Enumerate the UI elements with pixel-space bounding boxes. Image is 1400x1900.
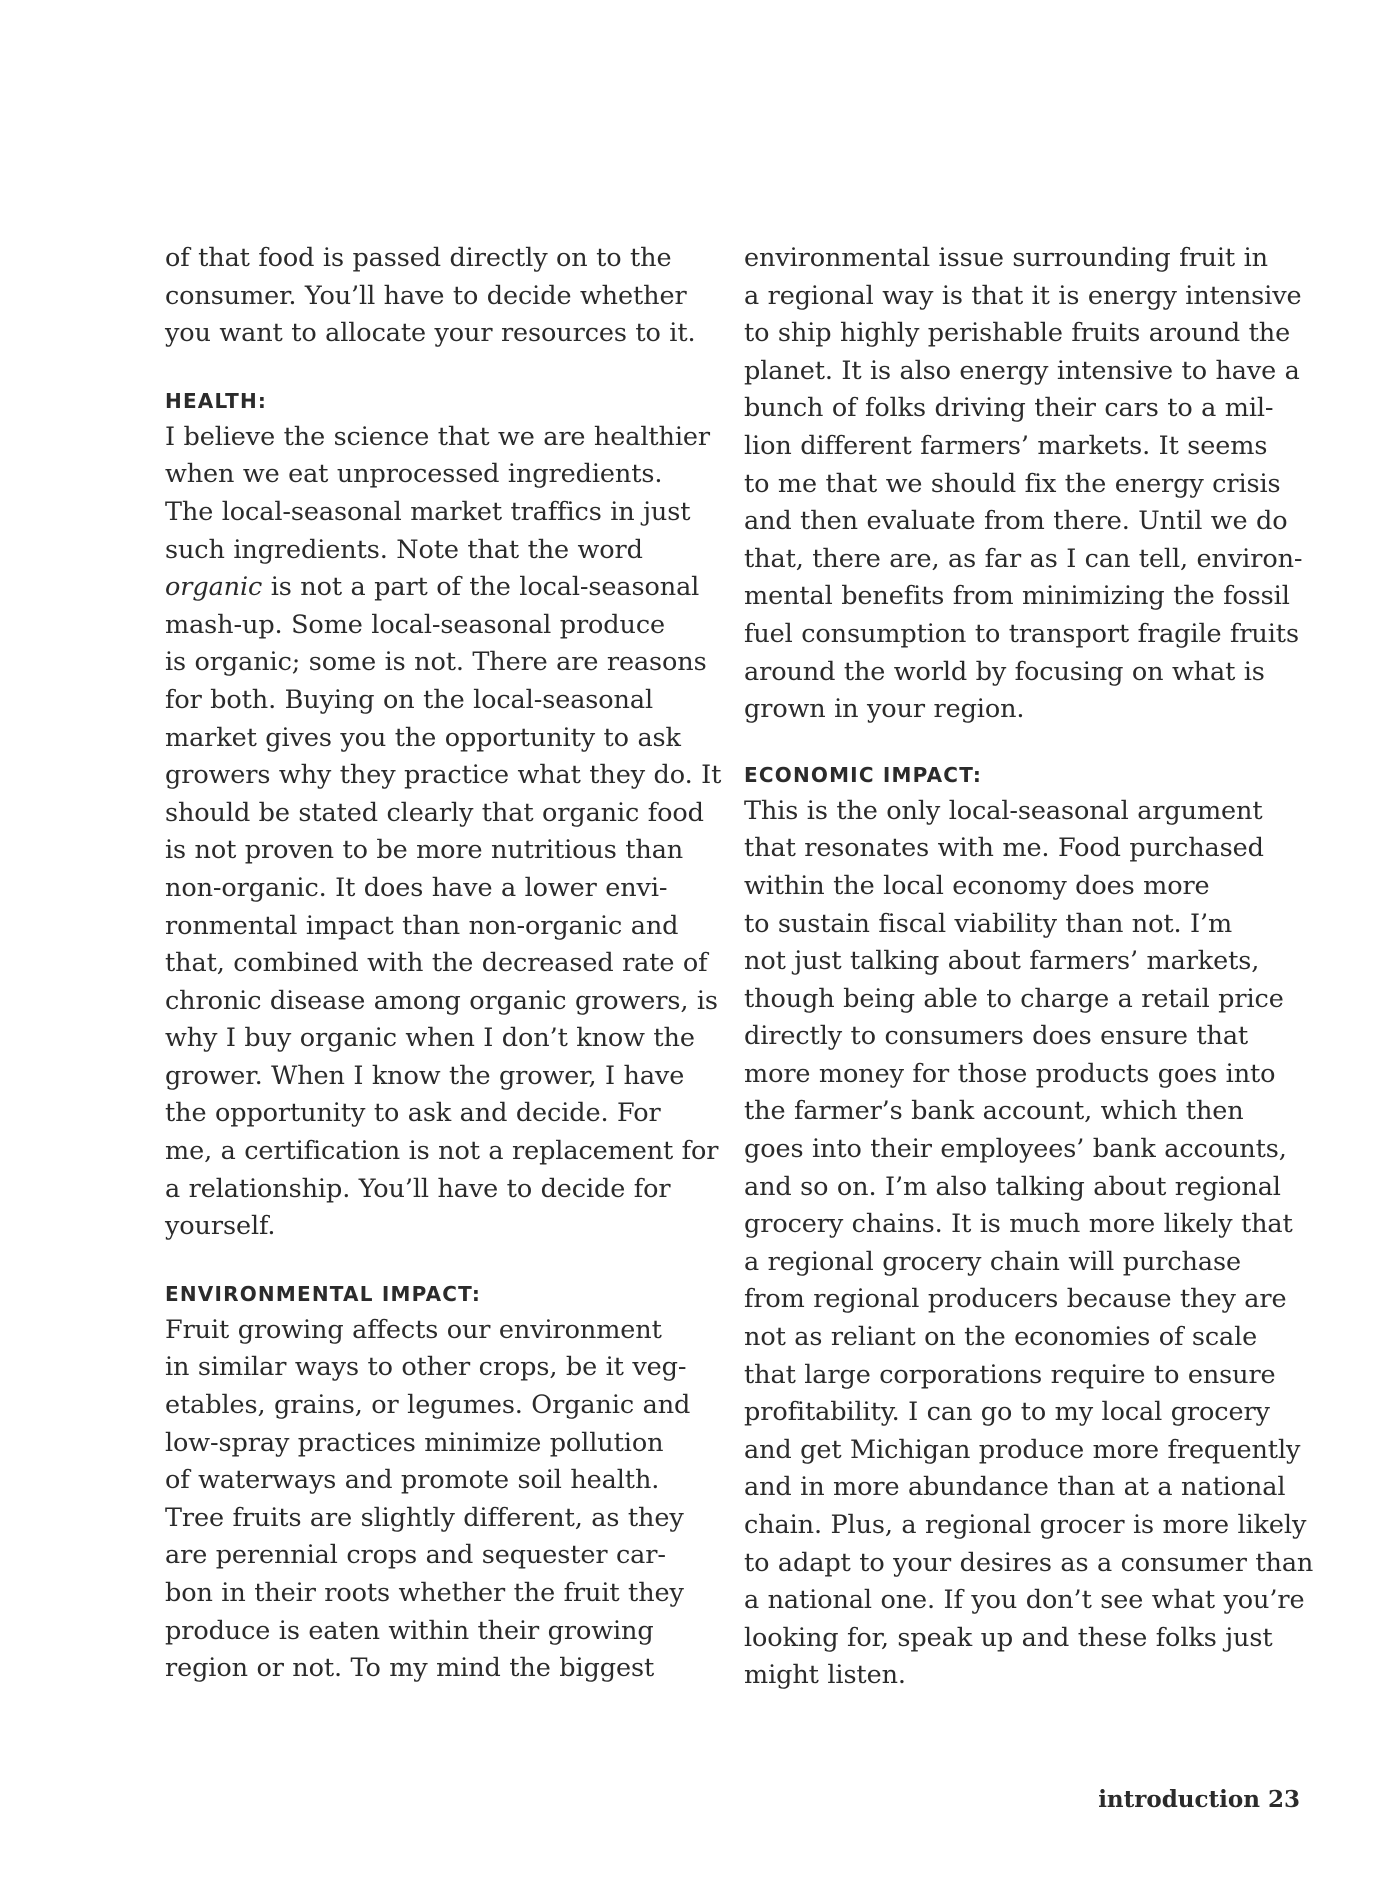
text-line: I believe the science that we are healthier xyxy=(165,421,710,452)
text-line: though being able to charge a retail price xyxy=(744,983,1284,1014)
text-line: and get Michigan produce more frequently xyxy=(744,1434,1301,1465)
text-line: consumer. You’ll have to decide whether xyxy=(165,280,687,311)
text-line: the opportunity to ask and decide. For xyxy=(165,1098,661,1129)
environmental-continued-paragraph xyxy=(744,240,1304,729)
text-line: a relationship. You’ll have to decide for xyxy=(165,1173,671,1204)
text-line: directly to consumers does ensure that xyxy=(744,1021,1249,1052)
text-line: you want to allocate your resources to it. xyxy=(165,318,696,349)
text-line: mental benefits from minimizing the fossil xyxy=(744,581,1290,612)
text-line: lion different farmers’ markets. It seems xyxy=(744,430,1268,461)
text-line: and then evaluate from there. Until we do xyxy=(744,506,1288,537)
left-column xyxy=(165,240,722,1688)
text-line: to sustain fiscal viability than not. I’m xyxy=(744,908,1233,939)
text-line xyxy=(165,569,715,607)
text-line: is organic; some is not. There are reasons xyxy=(165,647,707,678)
text-line: looking for, speak up and these folks just xyxy=(744,1622,1273,1653)
text-line: to adapt to your desires as a consumer than xyxy=(744,1547,1314,1578)
text-line: within the local economy does more xyxy=(744,870,1210,901)
text-line: might listen. xyxy=(744,1660,906,1691)
health-paragraph xyxy=(165,419,722,1246)
text-line: bon in their roots whether the fruit they xyxy=(165,1578,684,1608)
text-line: that resonates with me. Food purchased xyxy=(744,833,1264,864)
text-line: market gives you the opportunity to ask xyxy=(165,722,681,753)
text-line: ronmental impact than non-organic and xyxy=(165,910,679,941)
text-line: and so on. I’m also talking about regional xyxy=(744,1171,1281,1202)
text-line: to me that we should fix the energy crisis xyxy=(744,468,1281,499)
text-line: growers why they practice what they do. It xyxy=(165,760,722,791)
text-line: that large corporations require to ensure xyxy=(744,1359,1276,1390)
economic-impact-heading: ECONOMIC IMPACT: xyxy=(744,762,983,787)
text-line: a regional way is that it is energy intensive xyxy=(744,280,1302,311)
text-line: This is the only local-seasonal argument xyxy=(744,795,1263,826)
text-line: a regional grocery chain will purchase xyxy=(744,1246,1241,1277)
text-line: to ship highly perishable fruits around the xyxy=(744,318,1291,349)
text-line: a national one. If you don’t see what you’re xyxy=(744,1585,1305,1616)
text-line: the farmer’s bank account, which then xyxy=(744,1096,1244,1127)
text-line: low-spray practices minimize pollution xyxy=(165,1427,664,1458)
text-line: chain. Plus, a regional grocer is more likely xyxy=(744,1510,1307,1540)
intro-paragraph xyxy=(165,240,715,353)
text-line: not as reliant on the economies of scale xyxy=(744,1322,1258,1353)
text-line: grower. When I know the grower, I have xyxy=(165,1060,685,1091)
text-line: that, combined with the decreased rate of xyxy=(165,948,708,979)
text-line: is not proven to be more nutritious than xyxy=(165,835,684,866)
italic-word: organic xyxy=(165,572,263,603)
text-line: chronic disease among organic growers, is xyxy=(165,985,718,1016)
text-line: for both. Buying on the local-seasonal xyxy=(165,684,654,715)
text-line: planet. It is also energy intensive to have a xyxy=(744,355,1300,386)
text-line: around the world by focusing on what is xyxy=(744,656,1265,687)
text-line: such ingredients. Note that the word xyxy=(165,534,643,565)
text-line: and in more abundance than at a national xyxy=(744,1472,1286,1503)
text-line: etables, grains, or legumes. Organic and xyxy=(165,1390,691,1421)
text-line: of that food is passed directly on to the xyxy=(165,243,672,273)
right-column xyxy=(744,240,1314,1695)
text-fragment: is not a part of the local-seasonal xyxy=(270,572,700,603)
text-line: region or not. To my mind the biggest xyxy=(165,1653,655,1684)
page-footer xyxy=(1098,1786,1300,1813)
text-line: when we eat unprocessed ingredients. xyxy=(165,459,663,490)
text-line: fuel consumption to transport fragile fruits xyxy=(744,618,1299,649)
text-line: not just talking about farmers’ markets, xyxy=(744,946,1260,977)
text-line: non-organic. It does have a lower envi- xyxy=(165,872,668,903)
economic-paragraph xyxy=(744,793,1314,1695)
text-line: are perennial crops and sequester car- xyxy=(165,1540,666,1571)
text-line: produce is eaten within their growing xyxy=(165,1615,654,1646)
page-number: 23 xyxy=(1267,1786,1300,1813)
environmental-impact-heading: ENVIRONMENTAL IMPACT: xyxy=(165,1281,482,1306)
text-line: from regional producers because they are xyxy=(744,1284,1287,1315)
text-line: that, there are, as far as I can tell, environ- xyxy=(744,543,1303,574)
text-line: environmental issue surrounding fruit in xyxy=(744,243,1268,273)
text-line: of waterways and promote soil health. xyxy=(165,1465,660,1496)
text-line: goes into their employees’ bank accounts, xyxy=(744,1134,1287,1165)
text-line: me, a certification is not a replacement for xyxy=(165,1136,719,1167)
text-line: grocery chains. It is much more likely that xyxy=(744,1209,1293,1240)
text-line: Fruit growing affects our environment xyxy=(165,1314,662,1345)
text-line: in similar ways to other crops, be it veg- xyxy=(165,1352,687,1383)
text-line: yourself. xyxy=(165,1211,276,1242)
text-line: more money for those products goes into xyxy=(744,1058,1276,1089)
health-heading: HEALTH: xyxy=(165,388,268,413)
text-line: mash-up. Some local-seasonal produce xyxy=(165,609,666,640)
running-head: introduction xyxy=(1098,1786,1260,1813)
text-line: grown in your region. xyxy=(744,694,1025,725)
text-line: why I buy organic when I don’t know the xyxy=(165,1023,695,1054)
text-line: should be stated clearly that organic food xyxy=(165,797,704,828)
text-line: profitability. I can go to my local grocery xyxy=(744,1397,1270,1428)
text-line: The local-seasonal market traffics in just xyxy=(165,496,691,527)
environmental-paragraph xyxy=(165,1312,715,1688)
text-line: Tree fruits are slightly different, as they xyxy=(165,1502,684,1533)
text-line: bunch of folks driving their cars to a mil- xyxy=(744,393,1274,424)
